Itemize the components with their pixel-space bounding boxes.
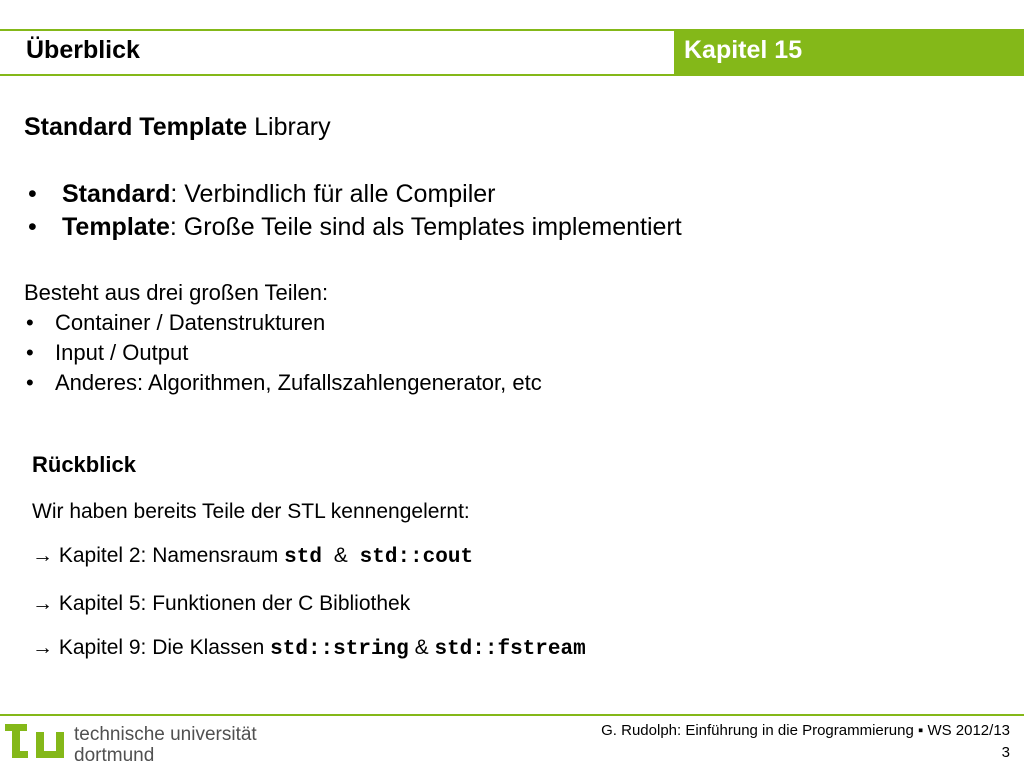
term: Standard bbox=[62, 180, 171, 208]
part-item: Input / Output bbox=[55, 340, 189, 365]
term-desc: : Verbindlich für alle Compiler bbox=[170, 180, 496, 208]
term: Template bbox=[62, 213, 170, 241]
university-name-line2: dortmund bbox=[74, 745, 155, 766]
term-line bbox=[62, 180, 496, 209]
code-snippet: std bbox=[284, 546, 322, 569]
heading-bold: Standard Template bbox=[24, 113, 248, 141]
code-snippet: std::cout bbox=[359, 546, 474, 569]
review-item bbox=[32, 544, 473, 569]
code-snippet: std::fstream bbox=[434, 638, 586, 661]
part-item: Anderes: Algorithmen, Zufallszahlengenerator, etc bbox=[55, 370, 542, 395]
footer-rule bbox=[0, 714, 1024, 716]
term-line bbox=[62, 213, 682, 242]
tu-logo-icon bbox=[2, 718, 68, 766]
review-item-text: → Kapitel 9: Die Klassen bbox=[32, 636, 265, 659]
review-intro: Wir haben bereits Teile der STL kennengelernt: bbox=[32, 500, 470, 523]
page-number: 3 bbox=[1001, 744, 1010, 761]
chapter-badge bbox=[674, 30, 1024, 74]
review-item bbox=[32, 592, 410, 616]
term-desc: : Große Teile sind als Templates implementiert bbox=[169, 213, 682, 241]
review-item bbox=[32, 636, 586, 661]
bullet: • bbox=[28, 180, 37, 208]
bullet: • bbox=[26, 370, 34, 395]
university-name-line1: technische universität bbox=[74, 724, 257, 745]
heading-rest: Library bbox=[254, 113, 331, 141]
header-bottom-rule bbox=[0, 74, 1024, 76]
chapter-label: Kapitel 15 bbox=[684, 36, 803, 64]
ampersand: & bbox=[333, 544, 348, 567]
section-heading bbox=[24, 113, 331, 142]
bullet: • bbox=[28, 213, 37, 241]
review-heading: Rückblick bbox=[32, 452, 136, 477]
review-item-text: → Kapitel 5: Funktionen der C Bibliothek bbox=[32, 592, 411, 615]
slide-title: Überblick bbox=[26, 36, 140, 64]
code-snippet: std::string bbox=[270, 638, 409, 661]
ampersand: & bbox=[414, 636, 429, 659]
footer-credit: G. Rudolph: Einführung in die Programmierung ▪ WS 2012/13 bbox=[601, 722, 1010, 739]
parts-intro: Besteht aus drei großen Teilen: bbox=[24, 280, 329, 305]
part-item: Container / Datenstrukturen bbox=[55, 310, 326, 335]
bullet: • bbox=[26, 340, 34, 365]
bullet: • bbox=[26, 310, 34, 335]
review-item-text: → Kapitel 2: Namensraum bbox=[32, 544, 279, 567]
